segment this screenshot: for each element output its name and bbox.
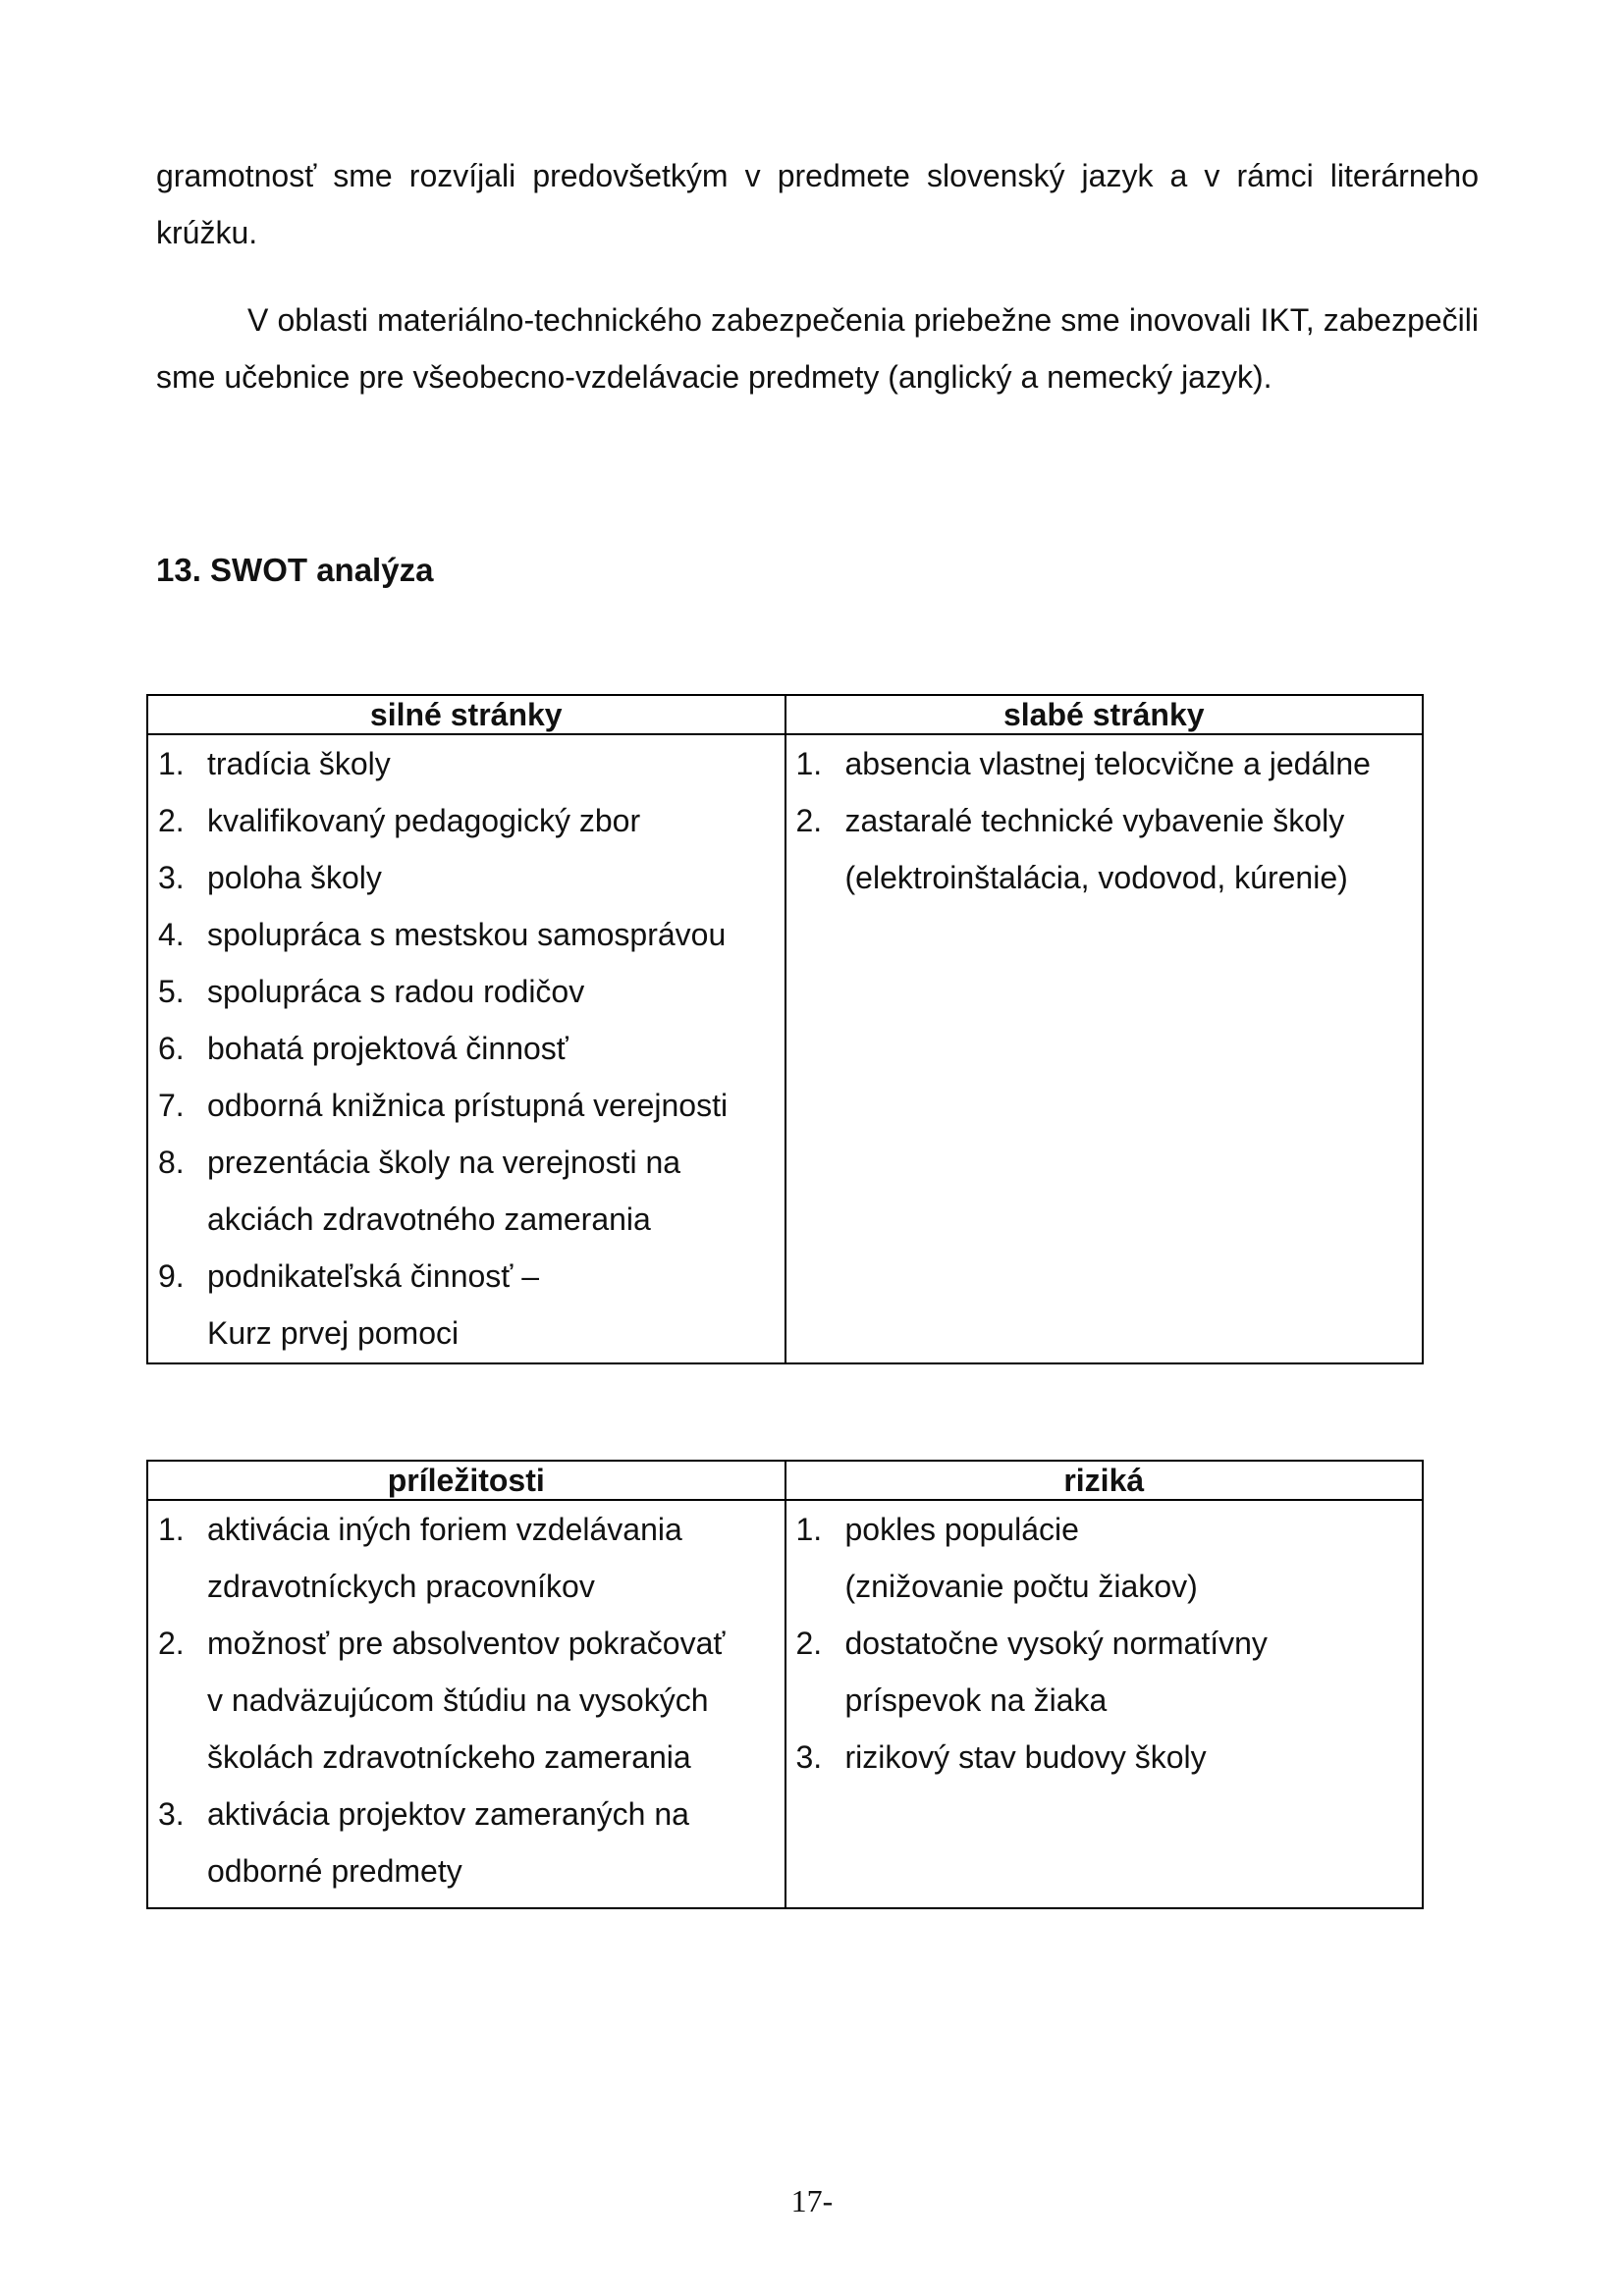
list-item xyxy=(158,963,777,1020)
threats-list xyxy=(796,1501,1415,1786)
list-item-text: rizikový stav budovy školy xyxy=(844,1739,1207,1775)
list-item-number: 3. xyxy=(158,860,185,895)
opportunities-header: príležitosti xyxy=(147,1461,785,1500)
list-item xyxy=(158,906,777,963)
list-item-text: akciách zdravotného zamerania xyxy=(207,1201,651,1237)
body-paragraph-literacy: gramotnosť sme rozvíjali predovšetkým v predmete slovenský jazyk a v rámci literárneho krúžku. xyxy=(156,158,1479,250)
list-item-number: 2. xyxy=(158,1626,185,1661)
list-item-number: 6. xyxy=(158,1031,185,1066)
list-item-text: absencia vlastnej telocvične a jedálne xyxy=(844,746,1371,781)
list-item-number xyxy=(158,1842,207,1899)
list-item-text: (znižovanie počtu žiakov) xyxy=(844,1569,1198,1604)
list-item xyxy=(796,1729,1415,1786)
list-item xyxy=(796,792,1415,849)
list-item xyxy=(158,1501,777,1558)
list-item-number xyxy=(158,1305,207,1362)
opportunities-cell xyxy=(147,1500,785,1908)
list-item-text: školách zdravotníckeho zamerania xyxy=(207,1739,691,1775)
list-item-number: 8. xyxy=(158,1145,185,1180)
list-item-text: kvalifikovaný pedagogický zbor xyxy=(207,803,641,838)
threats-header: riziká xyxy=(785,1461,1424,1500)
list-item xyxy=(796,849,1415,906)
list-item-number: 1. xyxy=(795,1512,823,1547)
list-item xyxy=(158,1305,777,1362)
list-item-text: pokles populácie xyxy=(844,1512,1079,1547)
list-item-number: 3. xyxy=(158,1796,185,1832)
list-item-number xyxy=(796,1672,845,1729)
list-item xyxy=(158,1842,777,1899)
list-item xyxy=(158,792,777,849)
list-item-text: bohatá projektová činnosť xyxy=(207,1031,568,1066)
list-item-number: 5. xyxy=(158,974,185,1009)
list-item-number: 1. xyxy=(795,746,823,781)
list-item xyxy=(158,1786,777,1842)
list-item xyxy=(158,1020,777,1077)
list-item-text: podnikateľská činnosť – xyxy=(207,1258,539,1294)
list-item-number: 1. xyxy=(158,1512,185,1547)
list-item xyxy=(158,1191,777,1248)
list-item xyxy=(796,1615,1415,1672)
strengths-header: silné stránky xyxy=(147,695,785,734)
weaknesses-list xyxy=(796,735,1415,906)
list-item-number: 3. xyxy=(795,1739,823,1775)
list-item-number xyxy=(796,849,845,906)
list-item xyxy=(158,1077,777,1134)
list-item xyxy=(158,849,777,906)
list-item-text: odborné predmety xyxy=(207,1853,462,1889)
opportunities-list xyxy=(158,1501,777,1899)
list-item xyxy=(158,1248,777,1305)
list-item-text: poloha školy xyxy=(207,860,382,895)
list-item xyxy=(158,1134,777,1191)
weaknesses-cell xyxy=(785,734,1424,1363)
list-item-number: 9. xyxy=(158,1258,185,1294)
list-item-text: (elektroinštalácia, vodovod, kúrenie) xyxy=(844,860,1348,895)
list-item-text: prezentácia školy na verejnosti na xyxy=(207,1145,681,1180)
list-item xyxy=(158,735,777,792)
list-item-number: 1. xyxy=(158,746,185,781)
list-item-number: 2. xyxy=(158,803,185,838)
list-item-number xyxy=(158,1558,207,1615)
swot-table-strengths-weaknesses xyxy=(146,694,1424,1364)
list-item xyxy=(158,1558,777,1615)
list-item-text: možnosť pre absolventov pokračovať xyxy=(207,1626,726,1661)
list-item-text: odborná knižnica prístupná verejnosti xyxy=(207,1088,729,1123)
list-item xyxy=(796,735,1415,792)
strengths-cell xyxy=(147,734,785,1363)
list-item-number xyxy=(158,1191,207,1248)
list-item-text: aktivácia iných foriem vzdelávania xyxy=(207,1512,682,1547)
page-number: 17- xyxy=(790,2183,834,2218)
strengths-list xyxy=(158,735,777,1362)
list-item-text: zdravotníckych pracovníkov xyxy=(207,1569,595,1604)
list-item xyxy=(796,1501,1415,1558)
list-item xyxy=(158,1672,777,1729)
list-item-number xyxy=(796,1558,845,1615)
list-item-number xyxy=(158,1729,207,1786)
list-item-text: príspevok na žiaka xyxy=(844,1682,1108,1718)
list-item-number: 7. xyxy=(158,1088,185,1123)
list-item-text: Kurz prvej pomoci xyxy=(207,1315,460,1351)
list-item-text: zastaralé technické vybavenie školy xyxy=(844,803,1345,838)
list-item-number: 2. xyxy=(795,1626,823,1661)
list-item-number xyxy=(158,1672,207,1729)
list-item-number: 2. xyxy=(795,803,823,838)
list-item-number: 4. xyxy=(158,917,185,952)
swot-table-opportunities-threats xyxy=(146,1460,1424,1909)
list-item xyxy=(796,1672,1415,1729)
section-heading: 13. SWOT analýza xyxy=(156,552,434,588)
list-item-text: spolupráca s radou rodičov xyxy=(207,974,585,1009)
list-item-text: aktivácia projektov zameraných na xyxy=(207,1796,689,1832)
body-paragraph-equipment: V oblasti materiálno-technického zabezpečenia priebežne sme inovovali IKT, zabezpečili sme učebnice pre všeobecno-vzdelávacie predmety (anglický a nemecký jazyk). xyxy=(156,302,1479,395)
list-item-text: dostatočne vysoký normatívny xyxy=(844,1626,1268,1661)
list-item xyxy=(796,1558,1415,1615)
threats-cell xyxy=(785,1500,1424,1908)
list-item-text: v nadväzujúcom štúdiu na vysokých xyxy=(207,1682,709,1718)
list-item-text: spolupráca s mestskou samosprávou xyxy=(207,917,727,952)
list-item xyxy=(158,1729,777,1786)
list-item xyxy=(158,1615,777,1672)
weaknesses-header: slabé stránky xyxy=(785,695,1424,734)
list-item-text: tradícia školy xyxy=(207,746,391,781)
